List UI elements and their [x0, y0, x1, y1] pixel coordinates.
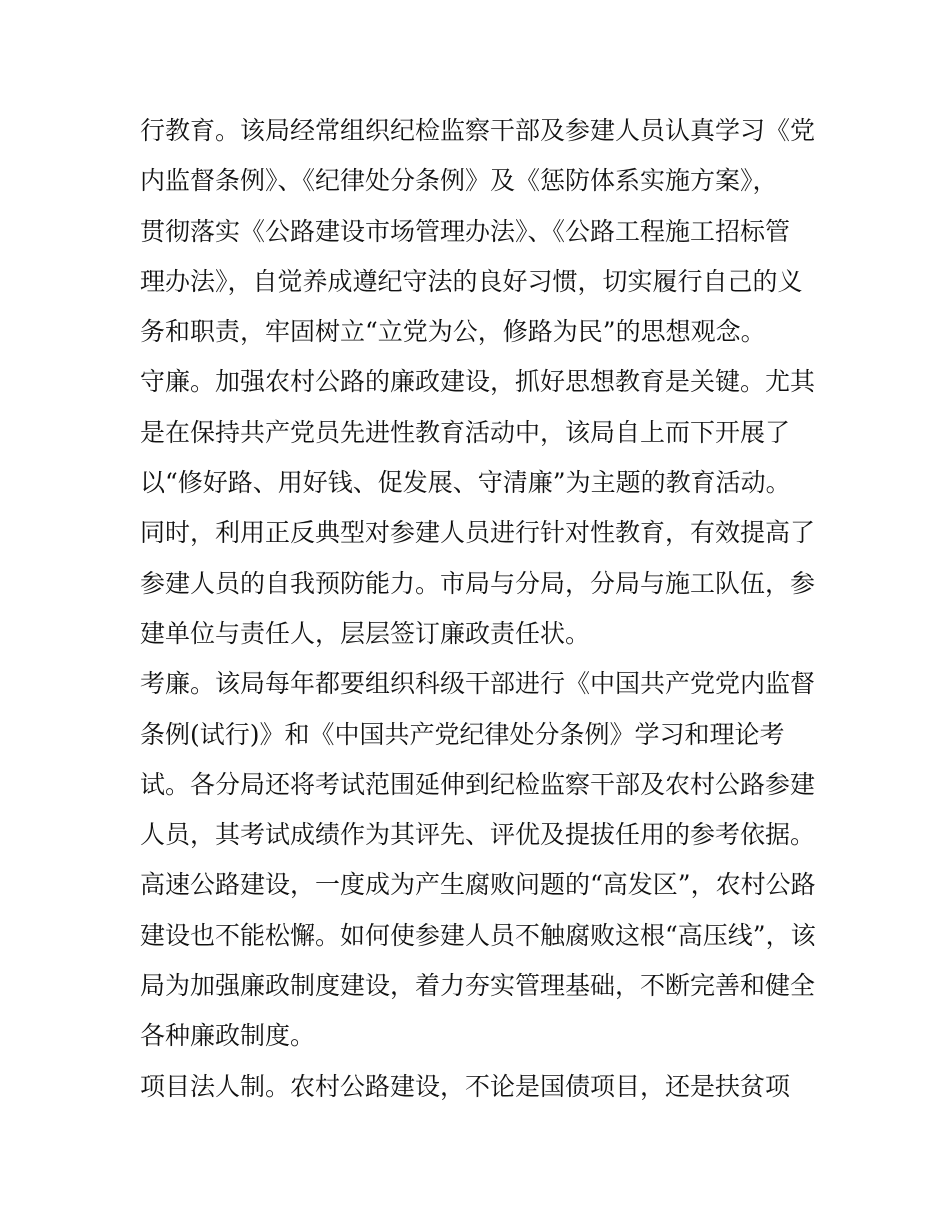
text-line: 同时，利用正反典型对参建人员进行针对性教育，有效提高了: [140, 518, 816, 548]
text-line: 各种廉政制度。: [140, 1021, 316, 1051]
text-line: 以“修好路、用好钱、促发展、守清廉”为主题的教育活动。: [140, 468, 791, 498]
text-line: 务和职责，牢固树立“立党为公，修路为民”的思想观念。: [140, 317, 766, 347]
text-line: 条例(试行)》和《中国共产党纪律处分条例》学习和理论考: [140, 719, 785, 749]
text-line: 建设也不能松懈。如何使参建人员不触腐败这根“高压线”，该: [140, 920, 816, 950]
text-line: 高速公路建设，一度成为产生腐败问题的“高发区”，农村公路: [140, 870, 816, 900]
text-line: 考廉。该局每年都要组织科级干部进行《中国共产党党内监督: [140, 669, 816, 699]
text-line: 参建人员的自我预防能力。市局与分局，分局与施工队伍，参: [140, 568, 816, 598]
text-line: 建单位与责任人，层层签订廉政责任状。: [140, 618, 591, 648]
text-line: 局为加强廉政制度建设，着力夯实管理基础，不断完善和健全: [140, 971, 816, 1001]
text-line: 试。各分局还将考试范围延伸到纪检监察干部及农村公路参建: [140, 769, 816, 799]
text-line: 内监督条例》、《纪律处分条例》及《惩防体系实施方案》，: [140, 166, 778, 196]
text-line: 行教育。该局经常组织纪检监察干部及参建人员认真学习《党: [140, 116, 816, 145]
text-line: 理办法》，自觉养成遵纪守法的良好习惯，切实履行自己的义: [140, 266, 803, 296]
body-text: [140, 106, 820, 1112]
text-line: 守廉。加强农村公路的廉政建设，抓好思想教育是关键。尤其: [140, 367, 816, 397]
text-line: 贯彻落实《公路建设市场管理办法》、《公路工程施工招标管: [140, 216, 791, 246]
text-line: 人员，其考试成绩作为其评先、评优及提拔任用的参考依据。: [140, 820, 816, 850]
text-line: 是在保持共产党员先进性教育活动中，该局自上而下开展了: [140, 417, 791, 447]
text-line: 项目法人制。农村公路建设，不论是国债项目，还是扶贫项: [140, 1071, 791, 1101]
